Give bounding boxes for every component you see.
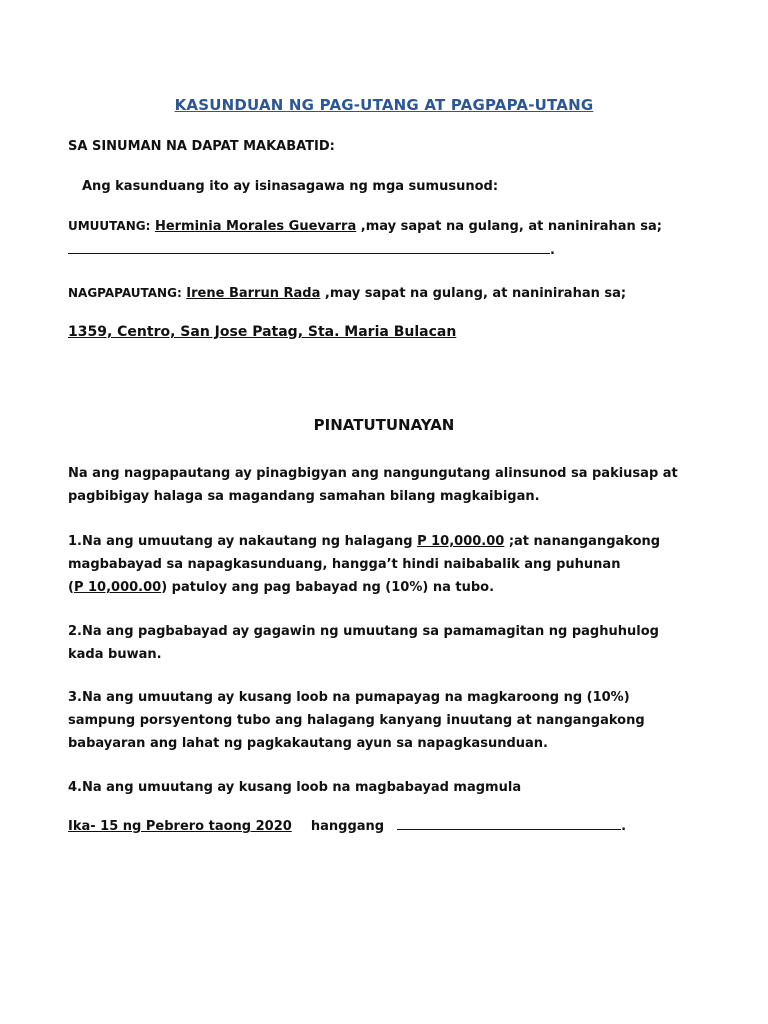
- clause-4: [68, 776, 728, 799]
- clause-4-line-1: 4.Na ang umuutang ay kusang loob na magbabayad magmula: [68, 780, 522, 795]
- clause-3: [68, 686, 728, 755]
- clause-2-line-2: kada buwan.: [68, 647, 162, 662]
- section-heading: PINATUTUNAYAN: [313, 416, 455, 434]
- clause-1-text-b: ;at nanangangakong: [504, 534, 661, 549]
- clause-1-line-2: magbabayad sa napagkasunduang, hangga’t hindi naibabalik ang puhunan: [68, 557, 621, 572]
- until-label: hanggang: [310, 819, 385, 834]
- document-title: KASUNDUAN NG PAG-UTANG AT PAGPAPA-UTANG: [174, 96, 594, 114]
- salutation: SA SINUMAN NA DAPAT MAKABATID:: [68, 139, 335, 154]
- date-line: [68, 817, 626, 834]
- lender-line: [68, 286, 626, 301]
- borrower-line: [68, 219, 662, 234]
- start-date: Ika- 15 ng Pebrero taong 2020: [68, 819, 292, 834]
- clause-1-line-1: [68, 530, 728, 553]
- clause-1-amount-2: P 10,000.00: [73, 580, 162, 595]
- clause-1: [68, 530, 728, 599]
- lender-address: 1359, Centro, San Jose Patag, Sta. Maria Bulacan: [68, 324, 457, 340]
- clause-1-line-3: [68, 576, 728, 599]
- lender-label: NAGPAPAUTANG:: [68, 286, 182, 300]
- borrower-address-blank: [68, 241, 550, 254]
- borrower-label: UMUUTANG:: [68, 219, 151, 233]
- intro-paragraph-line-2: pagbibigay halaga sa magandang samahan bilang magkaibigan.: [68, 489, 540, 504]
- borrower-address-period: .: [550, 243, 555, 258]
- borrower-description: ,may sapat na gulang, at naninirahan sa;: [360, 219, 662, 234]
- clause-2: [68, 620, 728, 666]
- clause-3-line-2: sampung porsyentong tubo ang halagang kanyang inuutang at nangangakong: [68, 713, 645, 728]
- clause-1-amount: P 10,000.00: [417, 534, 505, 549]
- intro-line: Ang kasunduang ito ay isinasagawa ng mga sumusunod:: [82, 179, 499, 194]
- lender-name: Irene Barrun Rada: [186, 286, 321, 301]
- end-date-blank: [397, 817, 621, 830]
- clause-3-line-3: babayaran ang lahat ng pagkakautang ayun sa napagkasunduan.: [68, 736, 548, 751]
- clause-3-line-1: 3.Na ang umuutang ay kusang loob na pumapayag na magkaroong ng (10%): [68, 690, 630, 705]
- clause-1-text-c: ) patuloy ang pag babayad ng (10%) na tubo.: [161, 580, 495, 595]
- clause-1-paren-open: (: [68, 580, 74, 595]
- lender-description: ,may sapat na gulang, at naninirahan sa;: [324, 286, 627, 301]
- intro-paragraph: [68, 462, 728, 508]
- clause-2-line-1: 2.Na ang pagbabayad ay gagawin ng umuutang sa pamamagitan ng paghuhulog: [68, 624, 659, 639]
- borrower-name: Herminia Morales Guevarra: [154, 219, 357, 234]
- intro-paragraph-line-1: Na ang nagpapautang ay pinagbigyan ang nangungutang alinsunod sa pakiusap at: [68, 466, 678, 481]
- end-date-period: .: [621, 819, 627, 834]
- clause-1-text-a: 1.Na ang umuutang ay nakautang ng halagang: [68, 534, 418, 549]
- borrower-address-line: [68, 241, 555, 258]
